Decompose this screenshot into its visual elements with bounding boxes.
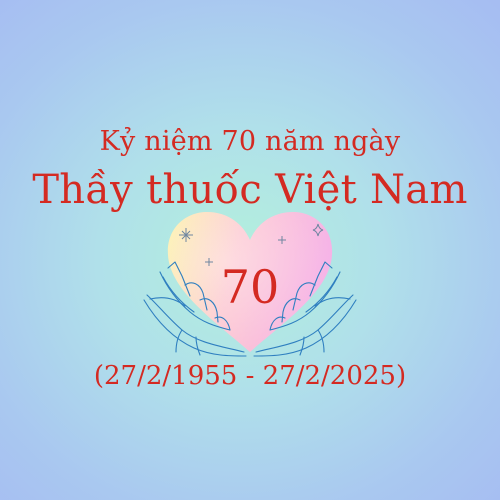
title-line-2: Thầy thuốc Việt Nam [32, 167, 468, 213]
date-range: (27/2/1955 - 27/2/2025) [93, 361, 407, 391]
title-line-1: Kỷ niệm 70 năm ngày [99, 126, 401, 157]
anniversary-number: 70 [220, 260, 280, 314]
